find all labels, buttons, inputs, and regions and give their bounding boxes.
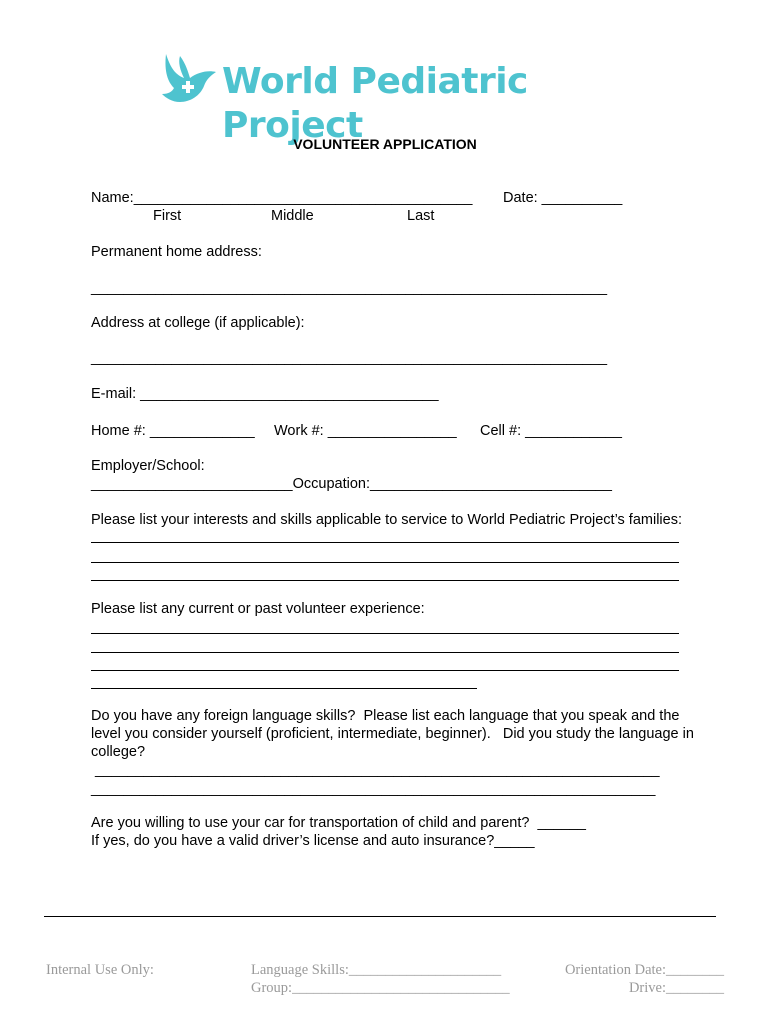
interests-question: Please list your interests and skills applicable to service to World Pediatric Project’s families:	[91, 512, 682, 528]
language-answer-line[interactable]: ______________________________________________________________________	[91, 781, 656, 797]
home-address-line[interactable]: ________________________________________________________________	[91, 280, 608, 296]
group-field[interactable]: Group:______________________________	[251, 980, 510, 996]
language-question-line1: Do you have any foreign language skills? Please list each language that you speak and the	[91, 708, 680, 724]
last-label: Last	[407, 208, 435, 224]
language-answer-line[interactable]: ______________________________________________________________________	[91, 762, 660, 778]
interests-line[interactable]	[91, 542, 679, 543]
employer-label: Employer/School:	[91, 458, 205, 474]
college-address-label: Address at college (if applicable):	[91, 315, 305, 331]
middle-label: Middle	[271, 208, 314, 224]
language-question-line3: college?	[91, 744, 146, 760]
license-question[interactable]: If yes, do you have a valid driver’s license and auto insurance?_____	[91, 833, 535, 849]
language-question-line2: level you consider yourself (proficient, intermediate, beginner). Did you study the language in	[91, 726, 694, 742]
experience-line[interactable]	[91, 633, 679, 634]
org-name: World Pediatric Project	[222, 61, 528, 146]
orientation-date-field[interactable]: Orientation Date:________	[564, 962, 724, 978]
first-label: First	[153, 208, 182, 224]
college-address-line[interactable]: ________________________________________________________________	[91, 350, 608, 366]
internal-use-label: Internal Use Only:	[46, 962, 154, 978]
dove-with-cross-icon	[160, 52, 220, 108]
drive-field[interactable]: Drive:________	[628, 980, 724, 996]
cell-phone-field[interactable]: Cell #: ____________	[480, 423, 622, 439]
home-address-label: Permanent home address:	[91, 244, 262, 260]
language-skills-field[interactable]: Language Skills:_____________________	[251, 962, 502, 978]
email-field[interactable]: E-mail: _____________________________________	[91, 386, 439, 402]
experience-line[interactable]	[91, 652, 679, 653]
work-phone-field[interactable]: Work #: ________________	[274, 423, 457, 439]
interests-line[interactable]	[91, 562, 679, 563]
experience-line[interactable]	[91, 670, 679, 671]
footer-divider	[44, 916, 716, 917]
experience-question: Please list any current or past volunteer experience:	[91, 601, 425, 617]
occupation-field[interactable]: _________________________Occupation:______________________________	[91, 476, 612, 492]
interests-line[interactable]	[91, 580, 679, 581]
experience-line[interactable]	[91, 688, 477, 689]
page-title: VOLUNTEER APPLICATION	[293, 136, 477, 152]
home-phone-field[interactable]: Home #: _____________	[91, 423, 255, 439]
car-question[interactable]: Are you willing to use your car for transportation of child and parent? ______	[91, 815, 586, 831]
name-field[interactable]: Name:__________________________________________	[91, 190, 473, 206]
date-field[interactable]: Date: __________	[503, 190, 623, 206]
